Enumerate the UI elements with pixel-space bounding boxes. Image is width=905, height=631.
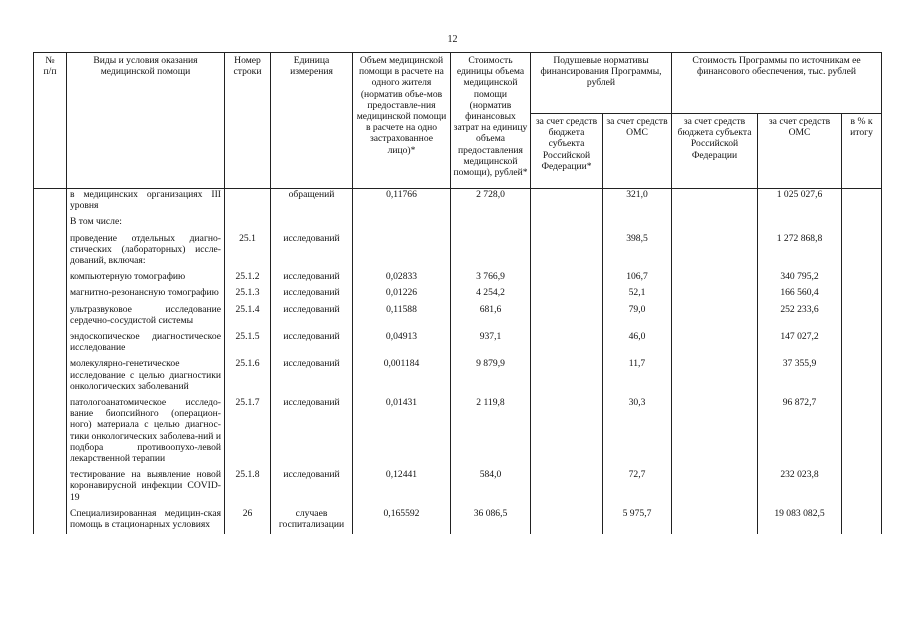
header-cost: Стоимость единицы объема медицинской помощи (норматив финансовых затрат на единицу объема предоставления медицинской помощи), рублей* [451, 53, 531, 189]
cell-cost: 4 254,2 [451, 286, 531, 302]
cell-pct [842, 270, 882, 286]
table-row [34, 286, 882, 302]
cell-kind: патологоанатомическое исследо-вание биопсийного (операцион-ного) материала с целью диагнос-тики онкологических заболева-ний и подбора противоопухо-левой лекарственной терапии [67, 396, 225, 468]
header-num: № п/п [34, 53, 67, 189]
cell-cost [451, 215, 531, 231]
cell-volume: 0,12441 [353, 468, 451, 507]
header-kind: Виды и условия оказания медицинской помощи [67, 53, 225, 189]
cell-prog-oms: 37 355,9 [758, 357, 842, 396]
cell-num [34, 215, 67, 231]
header-per-capita: Подушевые нормативы финансирования Программы, рублей [531, 53, 672, 114]
cell-volume: 0,02833 [353, 270, 451, 286]
cell-cost: 681,6 [451, 303, 531, 330]
cell-prog-oms: 147 027,2 [758, 330, 842, 357]
cell-prog-budget [672, 232, 758, 271]
cell-prog-budget [672, 215, 758, 231]
cell-pc-oms: 72,7 [603, 468, 672, 507]
cell-prog-budget [672, 507, 758, 534]
cell-line: 25.1.5 [225, 330, 271, 357]
cell-kind: молекулярно-генетическое исследование с целью диагностики онкологических заболеваний [67, 357, 225, 396]
cell-kind: В том числе: [67, 215, 225, 231]
cell-pct [842, 286, 882, 302]
cell-volume: 0,01431 [353, 396, 451, 468]
cell-prog-oms: 1 025 027,6 [758, 189, 842, 216]
cell-volume: 0,001184 [353, 357, 451, 396]
cell-prog-oms: 1 272 868,8 [758, 232, 842, 271]
cell-line: 25.1.6 [225, 357, 271, 396]
cell-pc-budget [531, 507, 603, 534]
cell-kind: в медицинских организациях III уровня [67, 189, 225, 216]
cell-num [34, 232, 67, 271]
cell-pct [842, 189, 882, 216]
cell-kind: ультразвуковое исследование сердечно-сосудистой системы [67, 303, 225, 330]
cell-prog-budget [672, 396, 758, 468]
header-unit: Единица измерения [271, 53, 353, 189]
financing-table [33, 52, 882, 534]
cell-pct [842, 357, 882, 396]
cell-pc-oms: 5 975,7 [603, 507, 672, 534]
cell-pc-budget [531, 396, 603, 468]
cell-prog-budget [672, 286, 758, 302]
page-number: 12 [447, 34, 458, 45]
cell-line: 25.1.8 [225, 468, 271, 507]
cell-num [34, 189, 67, 216]
header-volume: Объем медицинской помощи в расчете на одного жителя (норматив объе-мов предоставле-ния медицинской помощи в расчете на одно застрахованное лицо)* [353, 53, 451, 189]
table-row [34, 507, 882, 534]
cell-pc-oms: 321,0 [603, 189, 672, 216]
cell-num [34, 357, 67, 396]
cell-unit: исследований [271, 286, 353, 302]
cell-unit: исследований [271, 468, 353, 507]
header-prog-oms: за счет средств ОМС [758, 114, 842, 189]
cell-pct [842, 215, 882, 231]
table-row [34, 303, 882, 330]
cell-pc-oms: 30,3 [603, 396, 672, 468]
cell-cost: 2 119,8 [451, 396, 531, 468]
cell-pc-budget [531, 357, 603, 396]
cell-cost: 584,0 [451, 468, 531, 507]
cell-kind: компьютерную томографию [67, 270, 225, 286]
cell-num [34, 507, 67, 534]
table-row [34, 215, 882, 231]
cell-pct [842, 303, 882, 330]
cell-prog-budget [672, 189, 758, 216]
table-row [34, 330, 882, 357]
cell-num [34, 286, 67, 302]
cell-pc-oms: 52,1 [603, 286, 672, 302]
header-pc-oms: за счет средств ОМС [603, 114, 672, 189]
cell-prog-oms: 96 872,7 [758, 396, 842, 468]
cell-unit: исследований [271, 357, 353, 396]
cell-cost: 937,1 [451, 330, 531, 357]
cell-line: 25.1 [225, 232, 271, 271]
cell-volume [353, 215, 451, 231]
cell-line: 25.1.7 [225, 396, 271, 468]
cell-pct [842, 468, 882, 507]
cell-line: 25.1.3 [225, 286, 271, 302]
cell-unit: исследований [271, 303, 353, 330]
cell-volume: 0,01226 [353, 286, 451, 302]
cell-pc-budget [531, 215, 603, 231]
cell-prog-budget [672, 303, 758, 330]
cell-line: 26 [225, 507, 271, 534]
header-prog-pct: в % к итогу [842, 114, 882, 189]
cell-pc-budget [531, 468, 603, 507]
cell-pc-oms: 79,0 [603, 303, 672, 330]
cell-prog-budget [672, 357, 758, 396]
cell-pc-budget [531, 330, 603, 357]
header-program-cost: Стоимость Программы по источникам ее финансового обеспечения, тыс. рублей [672, 53, 882, 114]
cell-pct [842, 396, 882, 468]
table-row [34, 270, 882, 286]
cell-kind: Специализированная медицин-ская помощь в стационарных условиях [67, 507, 225, 534]
cell-line [225, 215, 271, 231]
cell-unit: исследований [271, 396, 353, 468]
cell-pc-oms: 46,0 [603, 330, 672, 357]
cell-prog-oms: 166 560,4 [758, 286, 842, 302]
cell-prog-oms: 252 233,6 [758, 303, 842, 330]
cell-pc-oms: 106,7 [603, 270, 672, 286]
cell-line: 25.1.2 [225, 270, 271, 286]
cell-prog-budget [672, 330, 758, 357]
cell-pct [842, 232, 882, 271]
cell-pct [842, 507, 882, 534]
cell-line: 25.1.4 [225, 303, 271, 330]
table-row [34, 189, 882, 216]
cell-pc-budget [531, 189, 603, 216]
cell-volume [353, 232, 451, 271]
cell-pc-budget [531, 286, 603, 302]
cell-cost [451, 232, 531, 271]
cell-cost: 36 086,5 [451, 507, 531, 534]
cell-prog-budget [672, 468, 758, 507]
cell-pc-budget [531, 270, 603, 286]
cell-num [34, 468, 67, 507]
header-line: Номер строки [225, 53, 271, 189]
cell-volume: 0,04913 [353, 330, 451, 357]
cell-num [34, 270, 67, 286]
table-body [34, 189, 882, 535]
cell-kind: проведение отдельных диагно-стических (лабораторных) иссле-дований, включая: [67, 232, 225, 271]
table-row [34, 232, 882, 271]
cell-cost: 2 728,0 [451, 189, 531, 216]
cell-pct [842, 330, 882, 357]
cell-volume: 0,11588 [353, 303, 451, 330]
cell-num [34, 396, 67, 468]
cell-pc-oms: 398,5 [603, 232, 672, 271]
cell-prog-budget [672, 270, 758, 286]
cell-unit: случаев госпитализации [271, 507, 353, 534]
cell-unit [271, 215, 353, 231]
cell-kind: тестирование на выявление новой коронавирусной инфекции COVID-19 [67, 468, 225, 507]
header-prog-budget: за счет средств бюджета субъекта Российской Федерации [672, 114, 758, 189]
cell-kind: эндоскопическое диагностическое исследование [67, 330, 225, 357]
cell-line [225, 189, 271, 216]
cell-kind: магнитно-резонансную томографию [67, 286, 225, 302]
header-row-top [34, 53, 882, 114]
table-row [34, 468, 882, 507]
cell-unit: обращений [271, 189, 353, 216]
cell-volume: 0,11766 [353, 189, 451, 216]
cell-prog-oms: 19 083 082,5 [758, 507, 842, 534]
cell-pc-budget [531, 303, 603, 330]
table-row [34, 396, 882, 468]
cell-unit: исследований [271, 270, 353, 286]
cell-num [34, 303, 67, 330]
cell-cost: 9 879,9 [451, 357, 531, 396]
cell-unit: исследований [271, 330, 353, 357]
cell-num [34, 330, 67, 357]
cell-pc-budget [531, 232, 603, 271]
cell-prog-oms: 232 023,8 [758, 468, 842, 507]
header-pc-budget: за счет средств бюджета субъекта Российской Федерации* [531, 114, 603, 189]
table-row [34, 357, 882, 396]
cell-prog-oms [758, 215, 842, 231]
cell-cost: 3 766,9 [451, 270, 531, 286]
cell-pc-oms [603, 215, 672, 231]
cell-volume: 0,165592 [353, 507, 451, 534]
cell-prog-oms: 340 795,2 [758, 270, 842, 286]
cell-pc-oms: 11,7 [603, 357, 672, 396]
cell-unit: исследований [271, 232, 353, 271]
